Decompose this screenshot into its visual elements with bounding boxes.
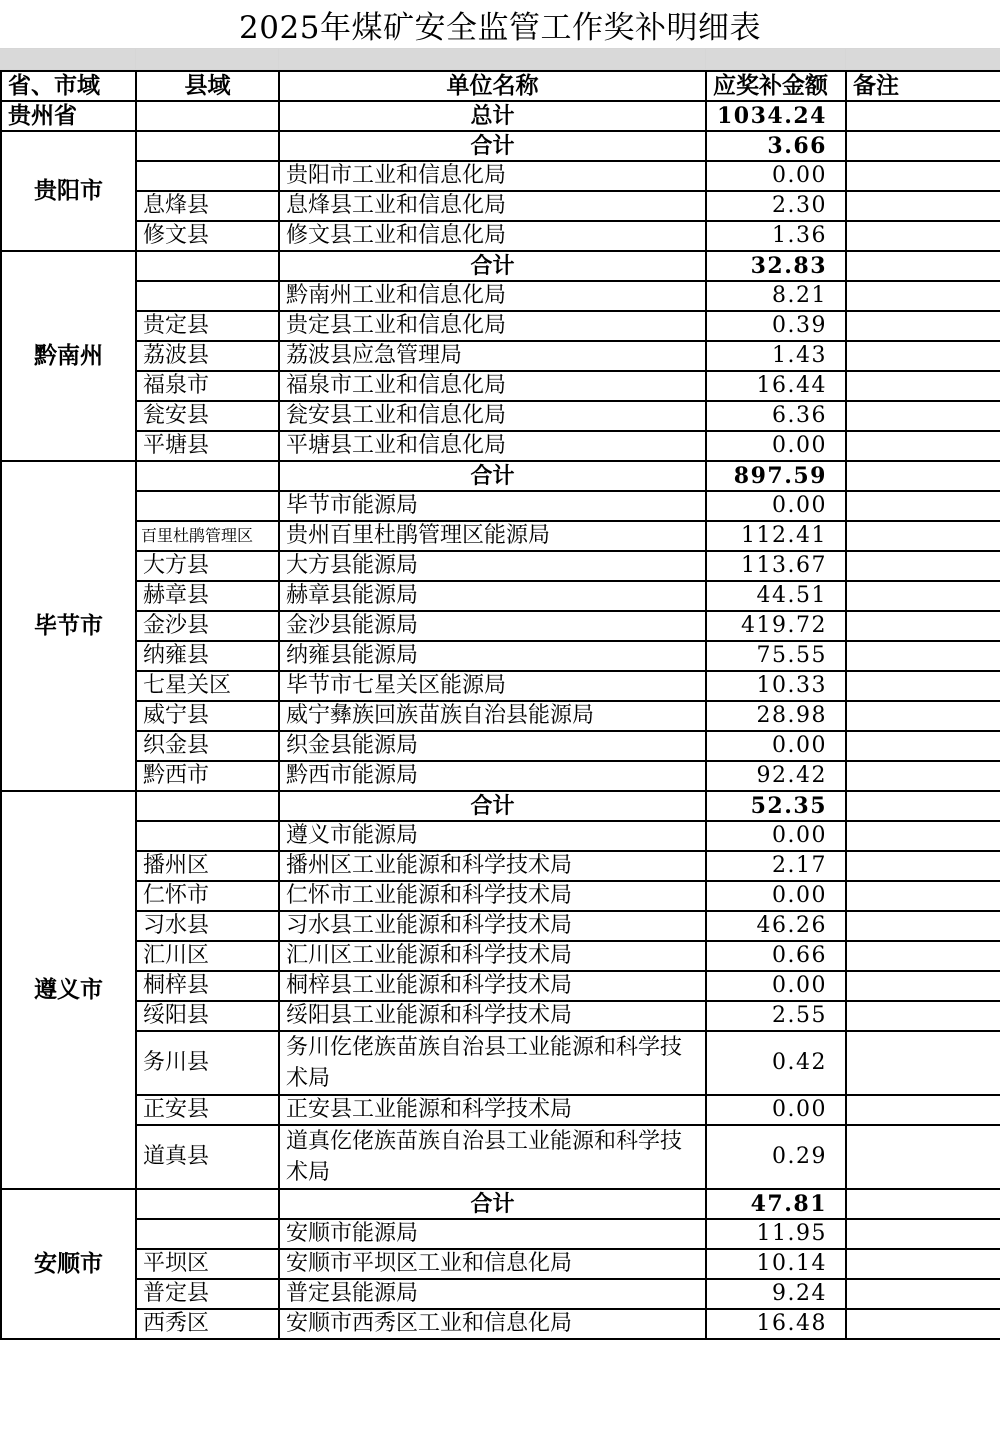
note-cell — [846, 191, 1000, 221]
county-cell: 仁怀市 — [136, 881, 279, 911]
note-cell — [846, 461, 1000, 491]
subtotal-row — [1, 461, 1000, 491]
subtotal-amount: 3.66 — [706, 131, 846, 161]
county-cell: 威宁县 — [136, 701, 279, 731]
note-cell — [846, 431, 1000, 461]
unit-cell: 修文县工业和信息化局 — [279, 221, 706, 251]
table-row — [1, 731, 1000, 761]
county-cell — [136, 461, 279, 491]
unit-cell: 大方县能源局 — [279, 551, 706, 581]
table-row — [1, 551, 1000, 581]
table-row — [1, 371, 1000, 401]
note-cell — [846, 761, 1000, 791]
subtotal-label: 合计 — [279, 1189, 706, 1219]
note-cell — [846, 1125, 1000, 1189]
amount-cell: 1.36 — [706, 221, 846, 251]
table-row — [1, 641, 1000, 671]
header-amount: 应奖补金额 — [706, 71, 846, 101]
note-cell — [846, 371, 1000, 401]
note-cell — [846, 551, 1000, 581]
county-cell: 百里杜鹃管理区 — [136, 521, 279, 551]
note-cell — [846, 1309, 1000, 1339]
county-cell: 息烽县 — [136, 191, 279, 221]
county-cell: 赫章县 — [136, 581, 279, 611]
table-row — [1, 671, 1000, 701]
table-row — [1, 1279, 1000, 1309]
county-cell: 道真县 — [136, 1125, 279, 1189]
header-note: 备注 — [846, 71, 1000, 101]
amount-cell: 0.00 — [706, 161, 846, 191]
amount-cell: 0.29 — [706, 1125, 846, 1189]
table-row — [1, 971, 1000, 1001]
amount-cell: 2.55 — [706, 1001, 846, 1031]
table-row — [1, 821, 1000, 851]
subtotal-amount: 47.81 — [706, 1189, 846, 1219]
amount-cell: 16.48 — [706, 1309, 846, 1339]
province-name: 贵州省 — [1, 101, 136, 131]
county-cell: 平坝区 — [136, 1249, 279, 1279]
table-row — [1, 311, 1000, 341]
note-cell — [846, 281, 1000, 311]
table-row — [1, 1031, 1000, 1095]
note-cell — [846, 341, 1000, 371]
table-row — [1, 1309, 1000, 1339]
unit-cell: 金沙县能源局 — [279, 611, 706, 641]
city-cell: 黔南州 — [1, 251, 136, 461]
amount-cell: 1.43 — [706, 341, 846, 371]
table-row — [1, 1001, 1000, 1031]
amount-cell: 92.42 — [706, 761, 846, 791]
city-cell: 安顺市 — [1, 1189, 136, 1339]
amount-cell: 46.26 — [706, 911, 846, 941]
amount-cell: 75.55 — [706, 641, 846, 671]
table-row — [1, 431, 1000, 461]
unit-cell: 普定县能源局 — [279, 1279, 706, 1309]
amount-cell: 0.00 — [706, 491, 846, 521]
note-cell — [846, 1001, 1000, 1031]
province-total-row — [1, 101, 1000, 131]
table-row — [1, 1125, 1000, 1189]
note-cell — [846, 611, 1000, 641]
county-cell: 习水县 — [136, 911, 279, 941]
unit-cell: 黔西市能源局 — [279, 761, 706, 791]
subtotal-amount: 52.35 — [706, 791, 846, 821]
province-total-label: 总计 — [279, 101, 706, 131]
county-cell — [136, 791, 279, 821]
table-row — [1, 161, 1000, 191]
county-cell: 桐梓县 — [136, 971, 279, 1001]
table-row — [1, 911, 1000, 941]
amount-cell: 112.41 — [706, 521, 846, 551]
subtotal-row — [1, 251, 1000, 281]
note-cell — [846, 1249, 1000, 1279]
county-cell — [136, 251, 279, 281]
amount-cell: 419.72 — [706, 611, 846, 641]
county-cell: 务川县 — [136, 1031, 279, 1095]
unit-cell: 织金县能源局 — [279, 731, 706, 761]
county-cell: 瓮安县 — [136, 401, 279, 431]
unit-cell: 仁怀市工业能源和科学技术局 — [279, 881, 706, 911]
unit-cell: 安顺市西秀区工业和信息化局 — [279, 1309, 706, 1339]
amount-cell: 28.98 — [706, 701, 846, 731]
note-cell — [846, 791, 1000, 821]
subtotal-label: 合计 — [279, 131, 706, 161]
table-row — [1, 401, 1000, 431]
note-cell — [846, 521, 1000, 551]
note-cell — [846, 1219, 1000, 1249]
table-row — [1, 1249, 1000, 1279]
note-cell — [846, 311, 1000, 341]
amount-cell: 0.00 — [706, 821, 846, 851]
amount-cell: 0.39 — [706, 311, 846, 341]
subtotal-amount: 32.83 — [706, 251, 846, 281]
amount-cell: 113.67 — [706, 551, 846, 581]
amount-cell: 0.00 — [706, 731, 846, 761]
amount-cell: 10.33 — [706, 671, 846, 701]
amount-cell: 6.36 — [706, 401, 846, 431]
unit-cell: 贵定县工业和信息化局 — [279, 311, 706, 341]
note-cell — [846, 881, 1000, 911]
amount-cell: 2.17 — [706, 851, 846, 881]
note-cell — [846, 911, 1000, 941]
table-row — [1, 761, 1000, 791]
county-cell: 正安县 — [136, 1095, 279, 1125]
unit-cell: 遵义市能源局 — [279, 821, 706, 851]
county-cell: 纳雍县 — [136, 641, 279, 671]
note-cell — [846, 671, 1000, 701]
table-row — [1, 281, 1000, 311]
unit-cell: 赫章县能源局 — [279, 581, 706, 611]
unit-cell: 毕节市能源局 — [279, 491, 706, 521]
sheet-gridlines — [0, 48, 1000, 70]
subsidy-table — [0, 70, 1000, 1340]
county-cell — [136, 1219, 279, 1249]
note-cell — [846, 821, 1000, 851]
note-cell — [846, 701, 1000, 731]
note-cell — [846, 401, 1000, 431]
county-cell: 金沙县 — [136, 611, 279, 641]
amount-cell: 9.24 — [706, 1279, 846, 1309]
note-cell — [846, 941, 1000, 971]
amount-cell: 10.14 — [706, 1249, 846, 1279]
header-county: 县域 — [136, 71, 279, 101]
note-cell — [846, 251, 1000, 281]
county-cell: 播州区 — [136, 851, 279, 881]
header-row — [1, 71, 1000, 101]
table-row — [1, 491, 1000, 521]
province-county-cell — [136, 101, 279, 131]
province-total-amount: 1034.24 — [706, 101, 846, 131]
city-cell: 毕节市 — [1, 461, 136, 791]
amount-cell: 0.66 — [706, 941, 846, 971]
unit-cell: 纳雍县能源局 — [279, 641, 706, 671]
unit-cell: 习水县工业能源和科学技术局 — [279, 911, 706, 941]
subtotal-label: 合计 — [279, 461, 706, 491]
note-cell — [846, 491, 1000, 521]
table-row — [1, 701, 1000, 731]
unit-cell: 息烽县工业和信息化局 — [279, 191, 706, 221]
subtotal-label: 合计 — [279, 791, 706, 821]
unit-cell: 绥阳县工业能源和科学技术局 — [279, 1001, 706, 1031]
subtotal-amount: 897.59 — [706, 461, 846, 491]
table-row — [1, 221, 1000, 251]
table-row — [1, 611, 1000, 641]
unit-cell: 贵阳市工业和信息化局 — [279, 161, 706, 191]
county-cell: 平塘县 — [136, 431, 279, 461]
amount-cell: 0.00 — [706, 431, 846, 461]
county-cell: 西秀区 — [136, 1309, 279, 1339]
amount-cell: 16.44 — [706, 371, 846, 401]
amount-cell: 0.42 — [706, 1031, 846, 1095]
county-cell — [136, 161, 279, 191]
county-cell: 大方县 — [136, 551, 279, 581]
table-row — [1, 341, 1000, 371]
county-cell: 七星关区 — [136, 671, 279, 701]
table-row — [1, 1219, 1000, 1249]
unit-cell: 道真仡佬族苗族自治县工业能源和科学技术局 — [279, 1125, 706, 1189]
note-cell — [846, 131, 1000, 161]
note-cell — [846, 1189, 1000, 1219]
subtotal-row — [1, 1189, 1000, 1219]
city-cell: 贵阳市 — [1, 131, 136, 251]
unit-cell: 正安县工业能源和科学技术局 — [279, 1095, 706, 1125]
county-cell: 汇川区 — [136, 941, 279, 971]
table-row — [1, 881, 1000, 911]
city-cell: 遵义市 — [1, 791, 136, 1189]
county-cell — [136, 281, 279, 311]
amount-cell: 0.00 — [706, 881, 846, 911]
county-cell: 福泉市 — [136, 371, 279, 401]
unit-cell: 贵州百里杜鹃管理区能源局 — [279, 521, 706, 551]
unit-cell: 荔波县应急管理局 — [279, 341, 706, 371]
note-cell — [846, 731, 1000, 761]
county-cell: 绥阳县 — [136, 1001, 279, 1031]
table-row — [1, 521, 1000, 551]
subtotal-label: 合计 — [279, 251, 706, 281]
unit-cell: 务川仡佬族苗族自治县工业能源和科学技术局 — [279, 1031, 706, 1095]
page-title: 2025年煤矿安全监管工作奖补明细表 — [239, 9, 761, 46]
note-cell — [846, 971, 1000, 1001]
header-unit: 单位名称 — [279, 71, 706, 101]
unit-cell: 安顺市平坝区工业和信息化局 — [279, 1249, 706, 1279]
note-cell — [846, 221, 1000, 251]
amount-cell: 0.00 — [706, 1095, 846, 1125]
amount-cell: 0.00 — [706, 971, 846, 1001]
note-cell — [846, 581, 1000, 611]
county-cell — [136, 131, 279, 161]
amount-cell: 11.95 — [706, 1219, 846, 1249]
note-cell — [846, 1095, 1000, 1125]
subtotal-row — [1, 791, 1000, 821]
unit-cell: 威宁彝族回族苗族自治县能源局 — [279, 701, 706, 731]
amount-cell: 44.51 — [706, 581, 846, 611]
unit-cell: 黔南州工业和信息化局 — [279, 281, 706, 311]
unit-cell: 播州区工业能源和科学技术局 — [279, 851, 706, 881]
note-cell — [846, 641, 1000, 671]
unit-cell: 瓮安县工业和信息化局 — [279, 401, 706, 431]
county-cell — [136, 821, 279, 851]
header-city: 省、市域 — [1, 71, 136, 101]
unit-cell: 平塘县工业和信息化局 — [279, 431, 706, 461]
amount-cell: 2.30 — [706, 191, 846, 221]
unit-cell: 安顺市能源局 — [279, 1219, 706, 1249]
unit-cell: 福泉市工业和信息化局 — [279, 371, 706, 401]
unit-cell: 毕节市七星关区能源局 — [279, 671, 706, 701]
note-cell — [846, 161, 1000, 191]
note-cell — [846, 1031, 1000, 1095]
note-cell — [846, 1279, 1000, 1309]
note-cell — [846, 851, 1000, 881]
county-cell — [136, 1189, 279, 1219]
unit-cell: 汇川区工业能源和科学技术局 — [279, 941, 706, 971]
table-row — [1, 191, 1000, 221]
table-row — [1, 851, 1000, 881]
table-row — [1, 581, 1000, 611]
county-cell: 织金县 — [136, 731, 279, 761]
province-note-cell — [846, 101, 1000, 131]
county-cell: 普定县 — [136, 1279, 279, 1309]
table-row — [1, 941, 1000, 971]
county-cell — [136, 491, 279, 521]
subtotal-row — [1, 131, 1000, 161]
amount-cell: 8.21 — [706, 281, 846, 311]
county-cell: 贵定县 — [136, 311, 279, 341]
county-cell: 荔波县 — [136, 341, 279, 371]
unit-cell: 桐梓县工业能源和科学技术局 — [279, 971, 706, 1001]
table-row — [1, 1095, 1000, 1125]
county-cell: 修文县 — [136, 221, 279, 251]
county-cell: 黔西市 — [136, 761, 279, 791]
